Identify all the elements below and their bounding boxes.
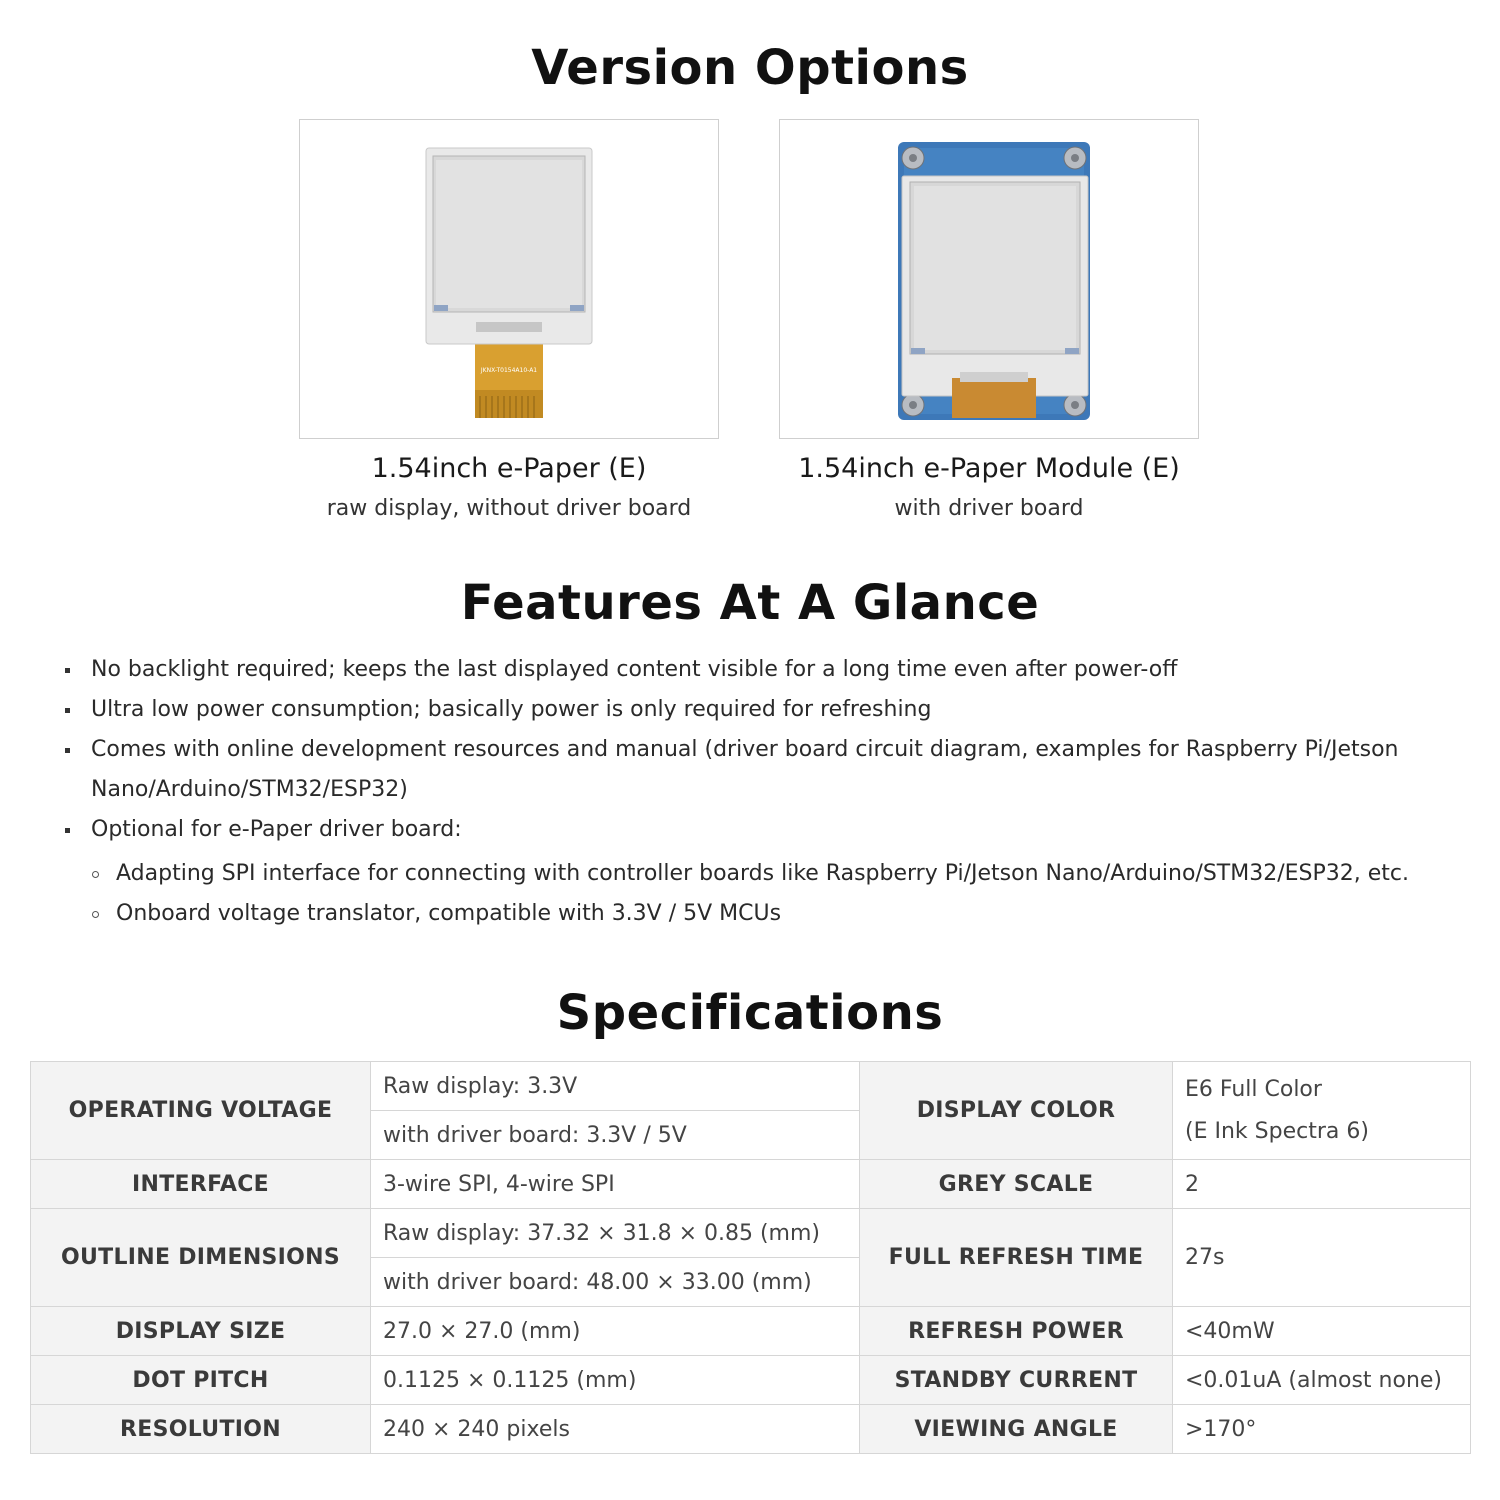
feature-sub-list xyxy=(91,854,1460,934)
spec-label: DISPLAY SIZE xyxy=(31,1307,371,1356)
table-row xyxy=(31,1307,1471,1356)
features-title: Features At A Glance xyxy=(460,575,1040,631)
spec-label: DISPLAY COLOR xyxy=(860,1062,1173,1160)
raw-display-name: 1.54inch e-Paper (E) xyxy=(371,453,647,484)
feature-item xyxy=(60,810,1460,934)
table-row xyxy=(31,1405,1471,1454)
table-row xyxy=(31,1160,1471,1209)
spec-label: DOT PITCH xyxy=(31,1356,371,1405)
version-options-title: Version Options xyxy=(531,40,969,96)
specifications-title: Specifications xyxy=(556,985,944,1041)
feature-item: No backlight required; keeps the last displayed content visible for a long time even after power-off xyxy=(60,650,1460,690)
spec-label: OUTLINE DIMENSIONS xyxy=(31,1209,371,1307)
raw-epaper-display-image xyxy=(300,120,720,440)
spec-value: <0.01uA (almost none) xyxy=(1173,1356,1471,1405)
spec-value: Raw display: 37.32 × 31.8 × 0.85 (mm) xyxy=(371,1209,860,1258)
spec-label: FULL REFRESH TIME xyxy=(860,1209,1173,1307)
spec-value-line: (E Ink Spectra 6) xyxy=(1185,1118,1369,1144)
spec-label: STANDBY CURRENT xyxy=(860,1356,1173,1405)
spec-value: with driver board: 48.00 × 33.00 (mm) xyxy=(371,1258,860,1307)
spec-value: Raw display: 3.3V xyxy=(371,1062,860,1111)
raw-display-description: raw display, without driver board xyxy=(326,496,692,521)
table-row xyxy=(31,1356,1471,1405)
spec-label: INTERFACE xyxy=(31,1160,371,1209)
spec-value-line: E6 Full Color xyxy=(1185,1076,1322,1102)
spec-value: 2 xyxy=(1173,1160,1471,1209)
spec-label: OPERATING VOLTAGE xyxy=(31,1062,371,1160)
module-image-card xyxy=(779,119,1199,439)
spec-label: VIEWING ANGLE xyxy=(860,1405,1173,1454)
spec-value: 3-wire SPI, 4-wire SPI xyxy=(371,1160,860,1209)
feature-item-label: Optional for e-Paper driver board: xyxy=(91,817,462,842)
table-row xyxy=(31,1209,1471,1258)
spec-label: REFRESH POWER xyxy=(860,1307,1173,1356)
fpc-label: JKNX-T0154A10-A1 xyxy=(480,367,538,374)
raw-display-image-card xyxy=(299,119,719,439)
module-description: with driver board xyxy=(894,496,1084,521)
spec-value: <40mW xyxy=(1173,1307,1471,1356)
epaper-module-image xyxy=(780,120,1200,440)
spec-value: with driver board: 3.3V / 5V xyxy=(371,1111,860,1160)
features-list xyxy=(60,650,1460,934)
feature-sub-item: Onboard voltage translator, compatible with 3.3V / 5V MCUs xyxy=(91,894,1460,934)
spec-label: RESOLUTION xyxy=(31,1405,371,1454)
feature-item: Ultra low power consumption; basically power is only required for refreshing xyxy=(60,690,1460,730)
spec-value: 0.1125 × 0.1125 (mm) xyxy=(371,1356,860,1405)
feature-item: Comes with online development resources and manual (driver board circuit diagram, examples for Raspberry Pi/Jetson Nano/Arduino/STM32/ESP32) xyxy=(60,730,1460,810)
feature-sub-item: Adapting SPI interface for connecting with controller boards like Raspberry Pi/Jetson Nano/Arduino/STM32/ESP32, etc. xyxy=(91,854,1460,894)
spec-value: 240 × 240 pixels xyxy=(371,1405,860,1454)
spec-value: >170° xyxy=(1173,1405,1471,1454)
table-row xyxy=(31,1062,1471,1111)
spec-value: 27.0 × 27.0 (mm) xyxy=(371,1307,860,1356)
module-name: 1.54inch e-Paper Module (E) xyxy=(798,453,1180,484)
spec-value: 27s xyxy=(1173,1209,1471,1307)
spec-label: GREY SCALE xyxy=(860,1160,1173,1209)
specifications-table xyxy=(30,1061,1471,1454)
spec-value xyxy=(1173,1062,1471,1160)
